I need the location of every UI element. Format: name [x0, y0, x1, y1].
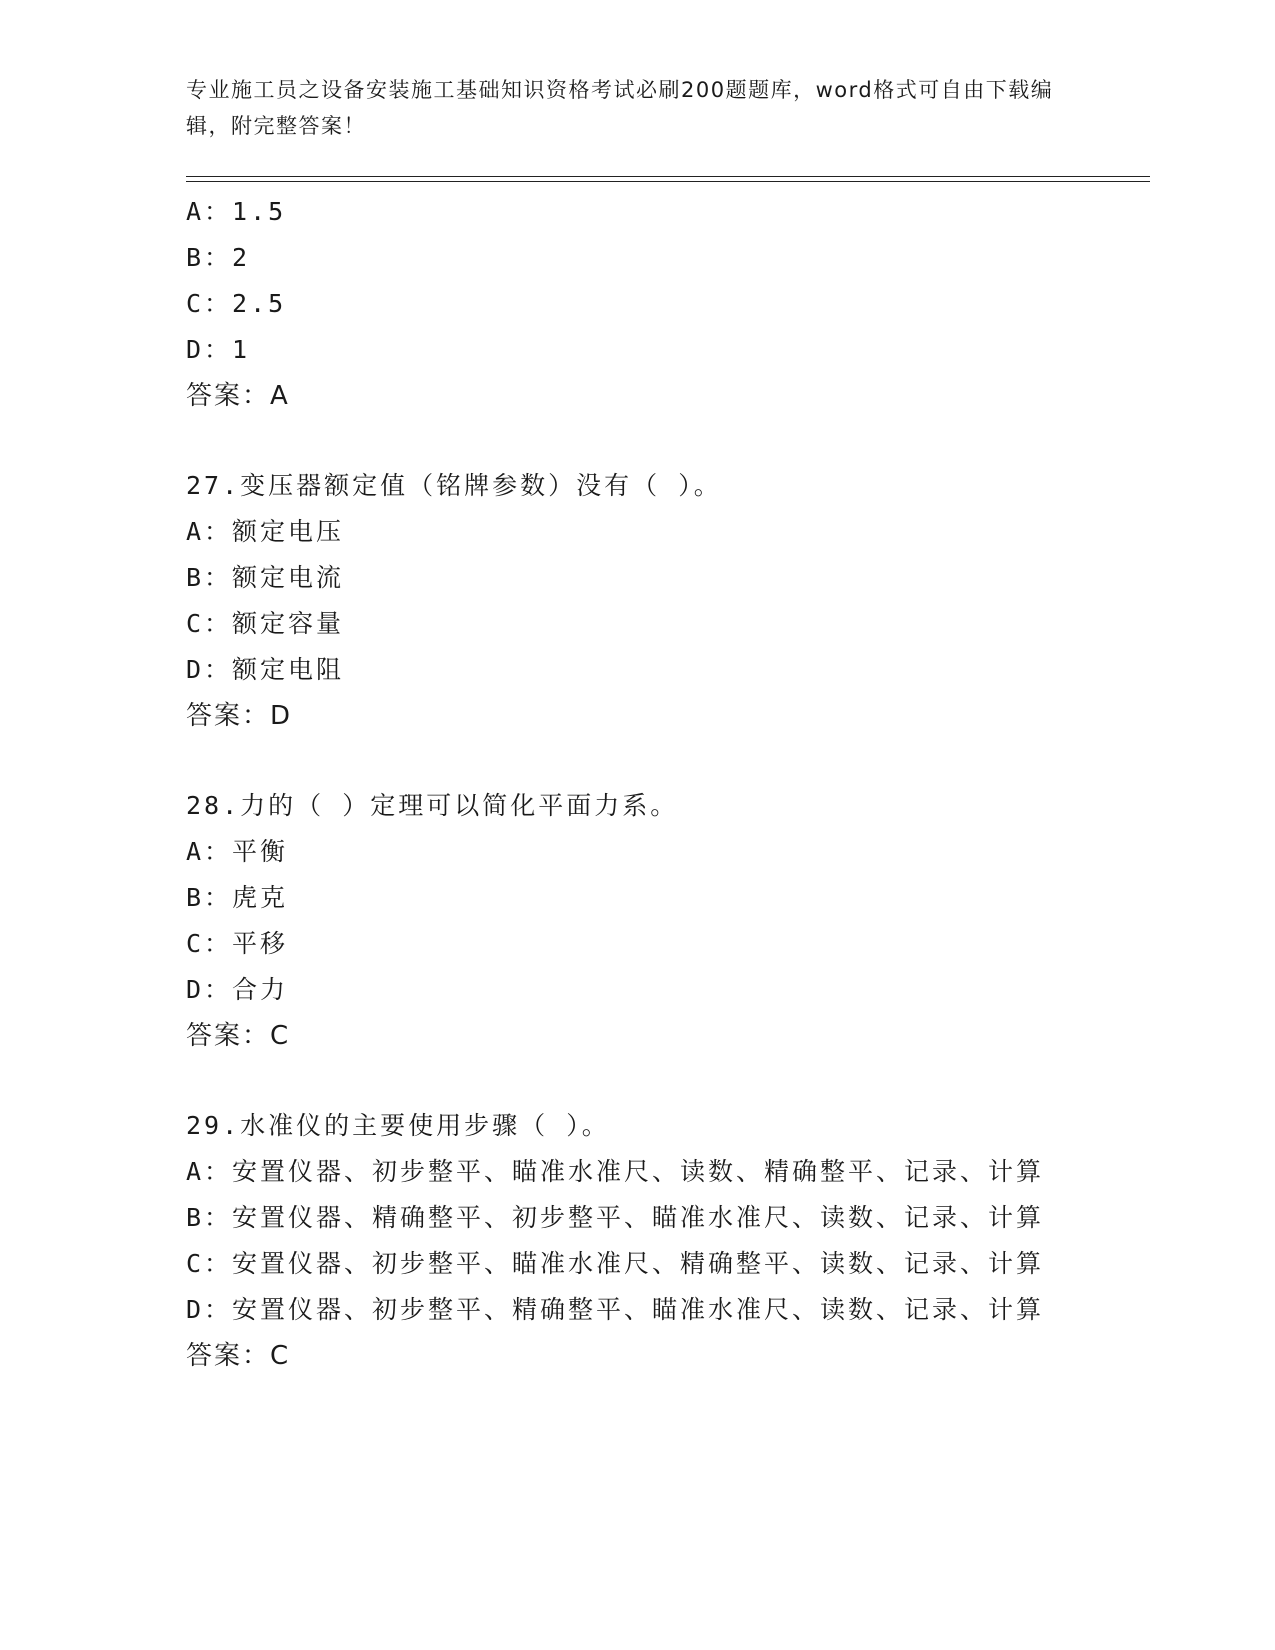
question-stem: 28.力的（ ）定理可以简化平面力系。: [186, 791, 679, 820]
option-c: C：安置仪器、初步整平、瞄准水准尺、精确整平、读数、记录、计算: [186, 1249, 1045, 1278]
answer: 答案：C: [186, 1341, 291, 1371]
question-27: [186, 463, 1086, 739]
option-c: C：额定容量: [186, 609, 345, 638]
option-b: B：2: [186, 243, 251, 272]
option-c: C：2.5: [186, 289, 287, 318]
option-c: C：平移: [186, 929, 289, 958]
question-stem: 29.水准仪的主要使用步骤（ ）。: [186, 1111, 610, 1140]
question-stem: 27.变压器额定值（铭牌参数）没有（ ）。: [186, 471, 722, 500]
option-b: B：虎克: [186, 883, 289, 912]
option-d: D：合力: [186, 975, 289, 1004]
document-header: 专业施工员之设备安装施工基础知识资格考试必刷200题题库，word格式可自由下载编辑，附完整答案！: [186, 78, 1054, 138]
header-divider-bottom: [186, 181, 1150, 182]
question-list: [186, 189, 1086, 1379]
answer: 答案：A: [186, 381, 290, 411]
question-26: [186, 189, 1086, 419]
option-d: D：1: [186, 335, 251, 364]
option-d: D：安置仪器、初步整平、精确整平、瞄准水准尺、读数、记录、计算: [186, 1295, 1045, 1324]
answer: 答案：D: [186, 701, 293, 731]
question-29: [186, 1103, 1086, 1379]
option-a: A：平衡: [186, 837, 289, 866]
option-a: A：安置仪器、初步整平、瞄准水准尺、读数、精确整平、记录、计算: [186, 1157, 1045, 1186]
answer: 答案：C: [186, 1021, 291, 1051]
option-a: A：额定电压: [186, 517, 345, 546]
option-b: B：额定电流: [186, 563, 345, 592]
option-d: D：额定电阻: [186, 655, 345, 684]
header-divider-top: [186, 176, 1150, 177]
option-b: B：安置仪器、精确整平、初步整平、瞄准水准尺、读数、记录、计算: [186, 1203, 1045, 1232]
question-28: [186, 783, 1086, 1059]
option-a: A：1.5: [186, 197, 287, 226]
